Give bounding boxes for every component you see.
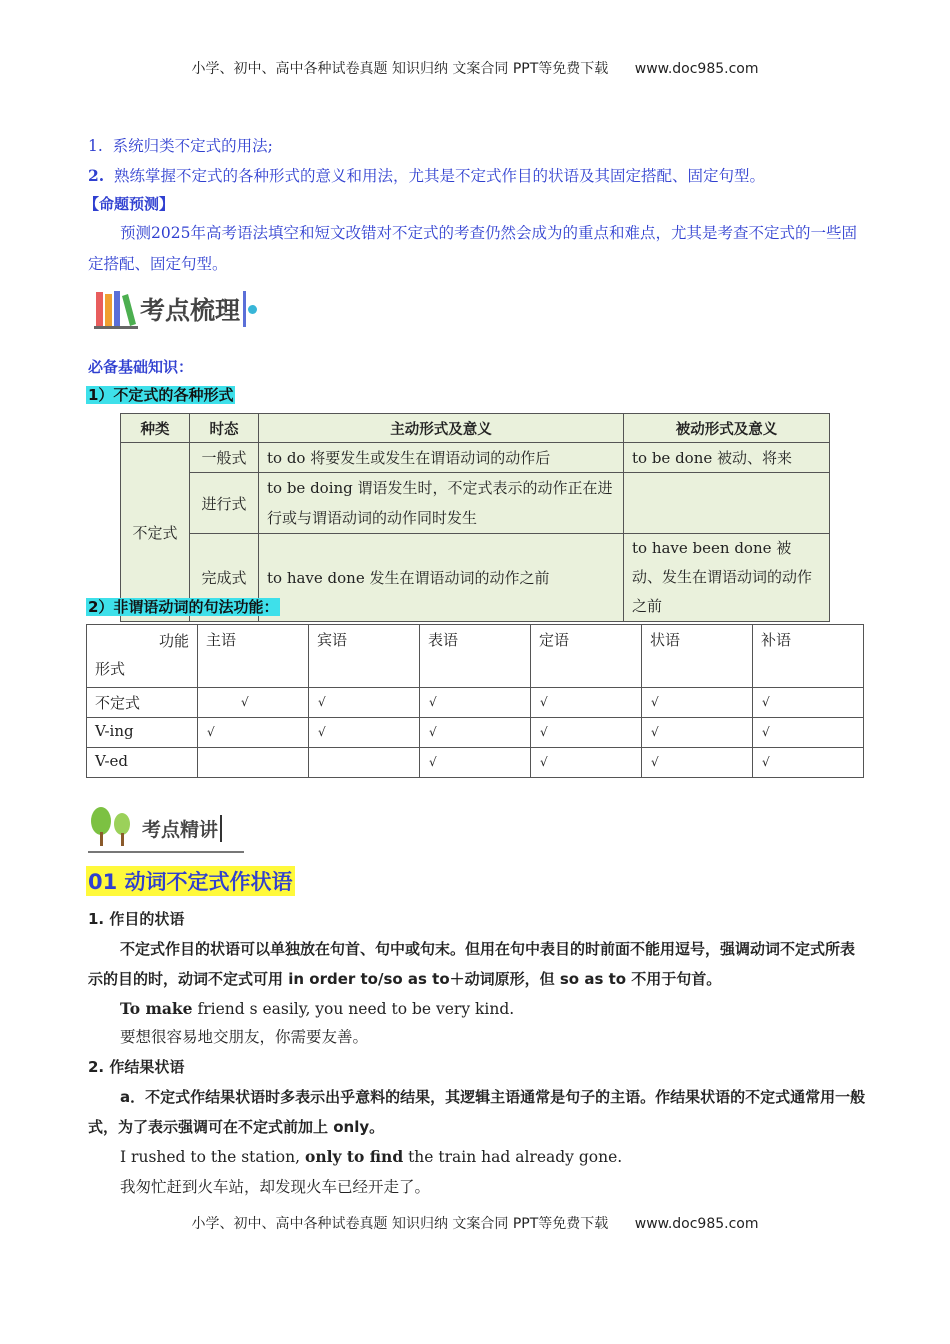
check-mark: √ (762, 725, 770, 739)
check-mark: √ (540, 695, 548, 709)
function-table (86, 624, 864, 778)
header-cell: 宾语 (309, 625, 420, 688)
books-icon (94, 288, 138, 330)
header-text: 小学、初中、高中各种试卷真题 知识归纳 文案合同 PPT等免费下载 (191, 61, 609, 77)
check-mark: √ (762, 695, 770, 709)
table2-label: 2）非谓语动词的句法功能： (88, 598, 279, 616)
check-mark: √ (207, 725, 215, 739)
goal-2 (88, 164, 765, 186)
header-cell: 定语 (531, 625, 642, 688)
tense-cell: 进行式 (190, 473, 259, 534)
passive-cell: to have been done 被动、发生在谓语动词的动作之前 (624, 534, 830, 622)
example-2-translation: 我匆忙赶到火车站，却发现火车已经开走了。 (120, 1178, 431, 1196)
dot-icon (248, 305, 257, 314)
prediction-title: 【命题预测】 (84, 195, 175, 213)
banner-underline (88, 851, 244, 853)
corner-bottom: 形式 (95, 660, 126, 678)
form-cell: V-ing (87, 718, 198, 748)
table1-label: 1）不定式的各种形式 (88, 386, 234, 404)
example-bold: only to find (304, 1147, 404, 1166)
basics-label: 必备基础知识： (88, 358, 194, 376)
header-cell: 表语 (420, 625, 531, 688)
goal-text: 熟练掌握不定式的各种形式的意义和用法，尤其是不定式作目的状语及其固定搭配、固定句型。 (114, 167, 766, 185)
check-mark: √ (651, 725, 659, 739)
passive-cell: to be done 被动、将来 (624, 443, 830, 473)
page-footer (0, 1213, 950, 1233)
check-mark: √ (540, 725, 548, 739)
banner-kaodian-shuli (94, 288, 257, 330)
tree-icon (88, 806, 136, 850)
header-cell: 时态 (190, 414, 259, 443)
check-mark: √ (762, 755, 770, 769)
header-cell: 补语 (753, 625, 864, 688)
header-cell: 主语 (198, 625, 309, 688)
example-1-translation: 要想很容易地交朋友，你需要友善。 (120, 1028, 369, 1046)
table2-label-wrap (86, 596, 280, 617)
check-mark: √ (318, 695, 326, 709)
example-bold: To make (120, 999, 193, 1018)
example-text: the train had already gone. (403, 1148, 623, 1166)
check-mark: √ (651, 695, 659, 709)
header-site[interactable]: www.doc985.com (634, 61, 759, 77)
example-text: friend s easily, you need to be very kind. (192, 1000, 515, 1018)
check-mark: √ (651, 755, 659, 769)
page-header (0, 58, 950, 78)
subheading-purpose: 1. 作目的状语 (88, 910, 185, 928)
goal-num: 2. (88, 166, 105, 185)
example-1 (88, 994, 866, 1024)
corner-top: 功能 (158, 632, 189, 650)
goal-num: 1. (88, 137, 103, 155)
subheading-result: 2. 作结果状语 (88, 1058, 185, 1076)
prediction-text: 预测2025年高考语法填空和短文改错对不定式的考查仍然会成为的重点和难点，尤其是考查不定式的一些固定搭配、固定句型。 (88, 224, 857, 273)
header-cell: 被动形式及意义 (624, 414, 830, 443)
active-cell: to have done 发生在谓语动词的动作之前 (259, 534, 624, 622)
paragraph-result: a．不定式作结果状语时多表示出乎意料的结果，其逻辑主语通常是句子的主语。作结果状语的不定式通常用一般式，为了表示强调可在不定式前加上 only。 (88, 1088, 866, 1136)
form-cell: 不定式 (87, 688, 198, 718)
goal-text: 系统归类不定式的用法; (112, 137, 273, 155)
category-cell: 不定式 (121, 443, 190, 622)
header-cell: 状语 (642, 625, 753, 688)
paragraph-purpose: 不定式作目的状语可以单独放在句首、句中或句末。但用在句中表目的时前面不能用逗号，强调动词不定式所表示的目的时，动词不定式可用 in order to/so as to＋动词原形，但 so as to 不用于句首。 (88, 940, 856, 988)
check-mark: √ (318, 725, 326, 739)
check-mark: √ (241, 695, 249, 709)
check-mark: √ (540, 755, 548, 769)
example-2 (88, 1142, 866, 1172)
tense-cell: 一般式 (190, 443, 259, 473)
passive-cell (624, 473, 830, 534)
banner-kaodian-jingjiang (88, 806, 222, 850)
corner-cell (87, 625, 198, 688)
table1-label-wrap (86, 384, 235, 405)
active-cell: to do 将要发生或发生在谓语动词的动作后 (259, 443, 624, 473)
header-cell: 主动形式及意义 (259, 414, 624, 443)
active-cell: to be doing 谓语发生时，不定式表示的动作正在进行或与谓语动词的动作同时发生 (259, 473, 624, 534)
check-mark: √ (429, 725, 437, 739)
section-title: 01 动词不定式作状语 (86, 866, 295, 896)
goal-1 (88, 134, 273, 156)
footer-site[interactable]: www.doc985.com (634, 1216, 759, 1232)
banner-title: 考点梳理 (140, 291, 246, 327)
form-cell: V-ed (87, 748, 198, 778)
banner-title: 考点精讲 (142, 815, 222, 842)
infinitive-forms-table (120, 413, 830, 622)
check-mark: √ (429, 755, 437, 769)
example-text: I rushed to the station, (120, 1148, 305, 1166)
tense-cell: 完成式 (190, 534, 259, 622)
check-mark: √ (429, 695, 437, 709)
header-cell: 种类 (121, 414, 190, 443)
footer-text: 小学、初中、高中各种试卷真题 知识归纳 文案合同 PPT等免费下载 (191, 1216, 609, 1232)
